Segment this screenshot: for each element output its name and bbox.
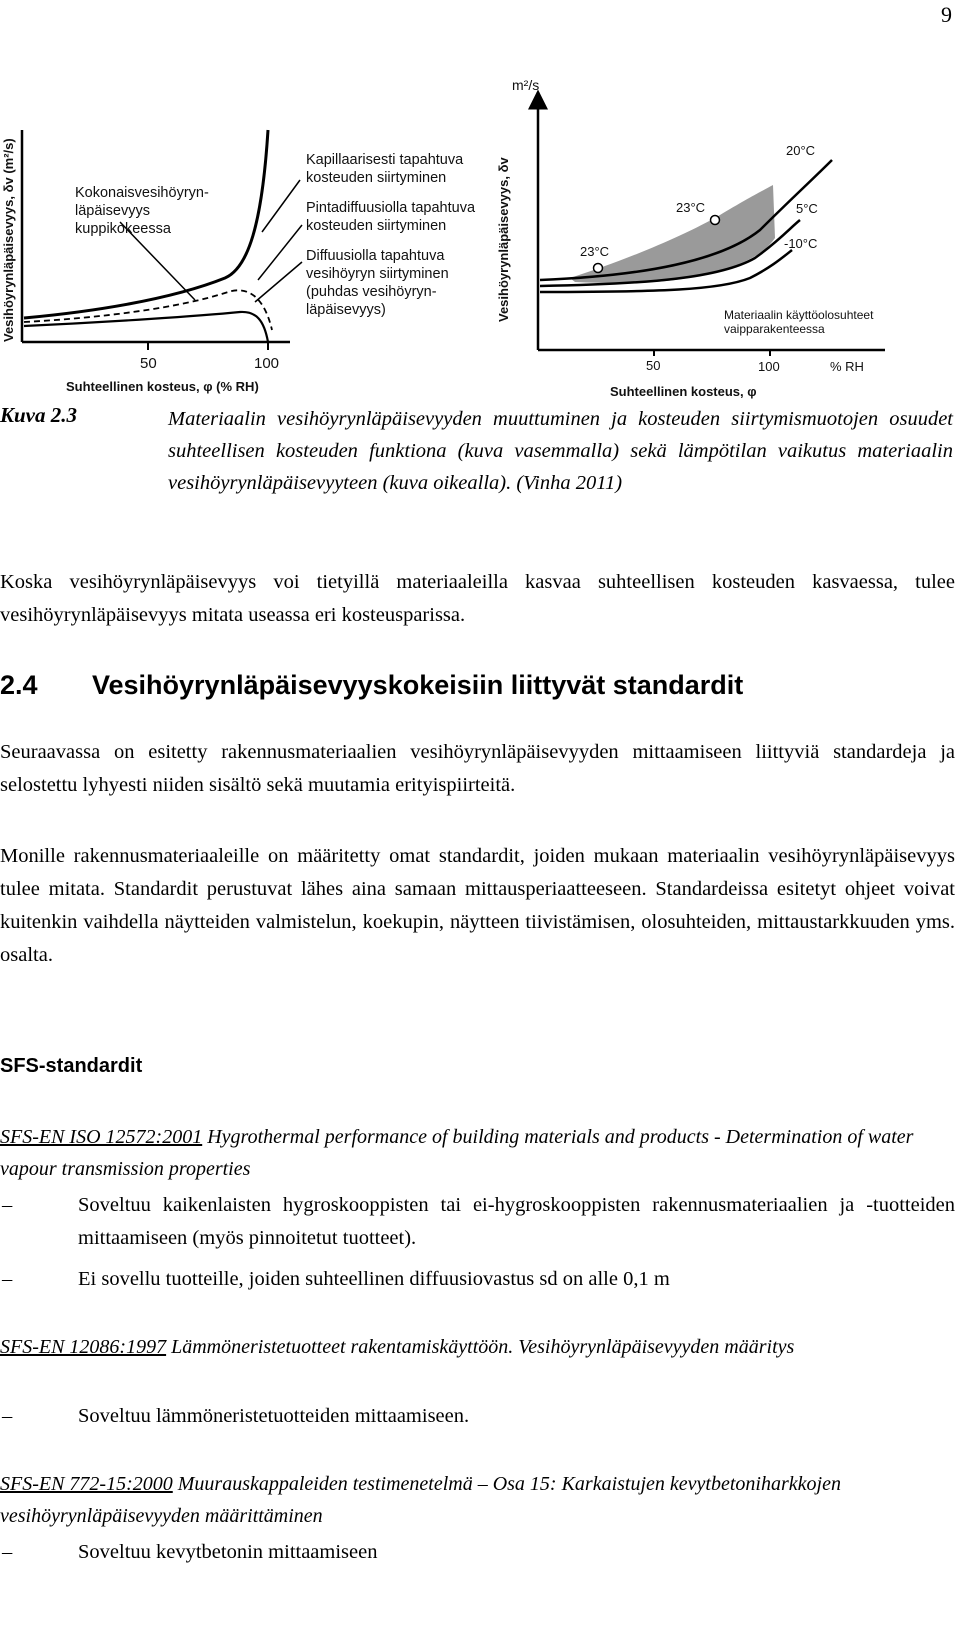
dash: – <box>2 1405 13 1427</box>
paragraph-2: Seuraavassa on esitetty rakennusmateriaalien vesihöyrynläpäisevyyden mittaamiseen liittyviä standardeja ja selostettu lyhyesti niiden sisältö sekä muutamia erityispiirteitä. <box>0 741 955 796</box>
standard-title-2: Lämmöneristetuotteet rakentamiskäyttöön. Vesihöyrynläpäisevyyden määritys <box>171 1336 795 1358</box>
bullet-1-2 <box>0 1263 955 1296</box>
ann-capillary-2: kosteuden siirtyminen <box>306 170 447 186</box>
shaded-label-2: vaipparakenteessa <box>724 322 825 336</box>
left-x-label: Suhteellinen kosteus, φ (% RH) <box>66 379 259 394</box>
section-number: 2.4 <box>0 670 38 700</box>
paragraph-3: Monille rakennusmateriaaleille on määritetty omat standardit, joiden mukaan materiaalin vesihöyrynläpäisevyys tulee mitata. Standardit perustuvat lähes aina samaan mittausperiaatteeseen. Standardeissa esitetyt ohjeet voivat kuitenkin vaihdella näytteiden valmistelun, koekupin, näytteen tiivistämisen, olosuhteiden, mittaustarkkuuden yms. osalta. <box>0 845 955 966</box>
bullet-1-1 <box>0 1189 955 1255</box>
right-tick-50: 50 <box>646 358 661 373</box>
standard-ref-3 <box>0 1468 955 1532</box>
label-20C: 20°C <box>786 143 816 158</box>
curve-20C <box>540 160 832 280</box>
ann-total-1: Kokonaisvesihöyryn- <box>75 185 209 201</box>
left-tick-100: 100 <box>254 355 280 372</box>
bullet-text: Soveltuu kevytbetonin mittaamiseen <box>78 1541 378 1563</box>
shaded-label-1: Materiaalin käyttöolosuhteet <box>724 308 874 322</box>
right-unit: m²/s <box>512 77 540 93</box>
figure-2-3 <box>0 60 960 405</box>
dash: – <box>2 1194 13 1216</box>
subheading-sfs: SFS-standardit <box>0 1055 143 1077</box>
bullet-text: Soveltuu kaikenlaisten hygroskooppisten tai ei-hygroskooppisten rakennusmateriaalien ja -tuotteiden mittaamiseen (myös pinnoitetut tuotteet). <box>78 1194 955 1249</box>
ann-diffusion-1: Diffuusiolla tapahtuva <box>306 248 445 264</box>
bullet-text: Ei sovellu tuotteille, joiden suhteellinen diffuusiovastus sd on alle 0,1 m <box>78 1268 670 1290</box>
standard-ref-1 <box>0 1121 955 1185</box>
left-y-label: Vesihöyrynläpäisevyys, δv (m²/s) <box>1 138 16 342</box>
bullet-2-1 <box>0 1400 955 1433</box>
standard-ref-2 <box>0 1331 955 1363</box>
left-chart <box>1 130 476 394</box>
ann-capillary-1: Kapillaarisesti tapahtuva <box>306 152 464 168</box>
right-y-label: Vesihöyrynläpäisevyys, δv <box>496 157 511 322</box>
right-tick-rh: % RH <box>830 359 864 374</box>
bullet-3-1 <box>0 1536 955 1569</box>
ann-surface-1: Pintadiffuusiolla tapahtuva <box>306 200 476 216</box>
left-tick-50: 50 <box>140 355 157 372</box>
ann-diffusion-4: läpäisevyys) <box>306 302 386 318</box>
standard-title-1: Hygrothermal performance of building materials and products - Determination of water vapour transmission properties <box>0 1126 914 1180</box>
section-title: Vesihöyrynläpäisevyyskokeisiin liittyvät standardit <box>92 670 744 700</box>
dash: – <box>2 1268 13 1290</box>
dash: – <box>2 1541 13 1563</box>
standard-code-3: SFS-EN 772-15:2000 <box>0 1473 173 1495</box>
marker-23C-right <box>711 216 720 225</box>
ann-total-2: läpäisevyys <box>75 203 150 219</box>
right-tick-100: 100 <box>758 359 780 374</box>
ann-surface-2: kosteuden siirtyminen <box>306 218 447 234</box>
page-number: 9 <box>941 2 952 27</box>
section-heading <box>0 670 743 701</box>
bullet-text: Soveltuu lämmöneristetuotteiden mittaamiseen. <box>78 1405 470 1427</box>
caption-text: Materiaalin vesihöyrynläpäisevyyden muuttuminen ja kosteuden siirtymismuotojen osuudet suhteellisen kosteuden funktiona (kuva vasemmalla) sekä lämpötilan vaikutus materiaalin vesihöyrynläpäisevyyteen (kuva oikealla). (Vinha 2011) <box>168 408 953 494</box>
standard-title-3: Muurauskappaleiden testimenetelmä – Osa 15: Karkaistujen kevytbetoniharkkojen vesihöyrynläpäisevyyden määrittäminen <box>0 1473 841 1527</box>
caption-label: Kuva 2.3 <box>0 403 78 427</box>
label-5C: 5°C <box>796 201 818 216</box>
marker-23C-left <box>594 264 603 273</box>
ann-total-3: kuppikokeessa <box>75 221 171 237</box>
standard-code-1: SFS-EN ISO 12572:2001 <box>0 1126 203 1148</box>
right-x-label: Suhteellinen kosteus, φ <box>610 384 757 399</box>
right-chart <box>496 77 885 399</box>
paragraph-1: Koska vesihöyrynläpäisevyys voi tietyillä materiaaleilla kasvaa suhteellisen kosteuden kasvaessa, tulee vesihöyrynläpäisevyys mitata useassa eri kosteusparissa. <box>0 571 955 626</box>
ann-diffusion-2: vesihöyryn siirtyminen <box>306 266 449 282</box>
left-pure-diffusion-curve <box>24 312 268 342</box>
ann-diffusion-3: (puhdas vesihöyryn- <box>306 284 437 300</box>
label-23C-right: 23°C <box>676 200 706 215</box>
standard-code-2: SFS-EN 12086:1997 <box>0 1336 167 1358</box>
label-23C-left: 23°C <box>580 244 610 259</box>
label-m10C: -10°C <box>784 236 818 251</box>
